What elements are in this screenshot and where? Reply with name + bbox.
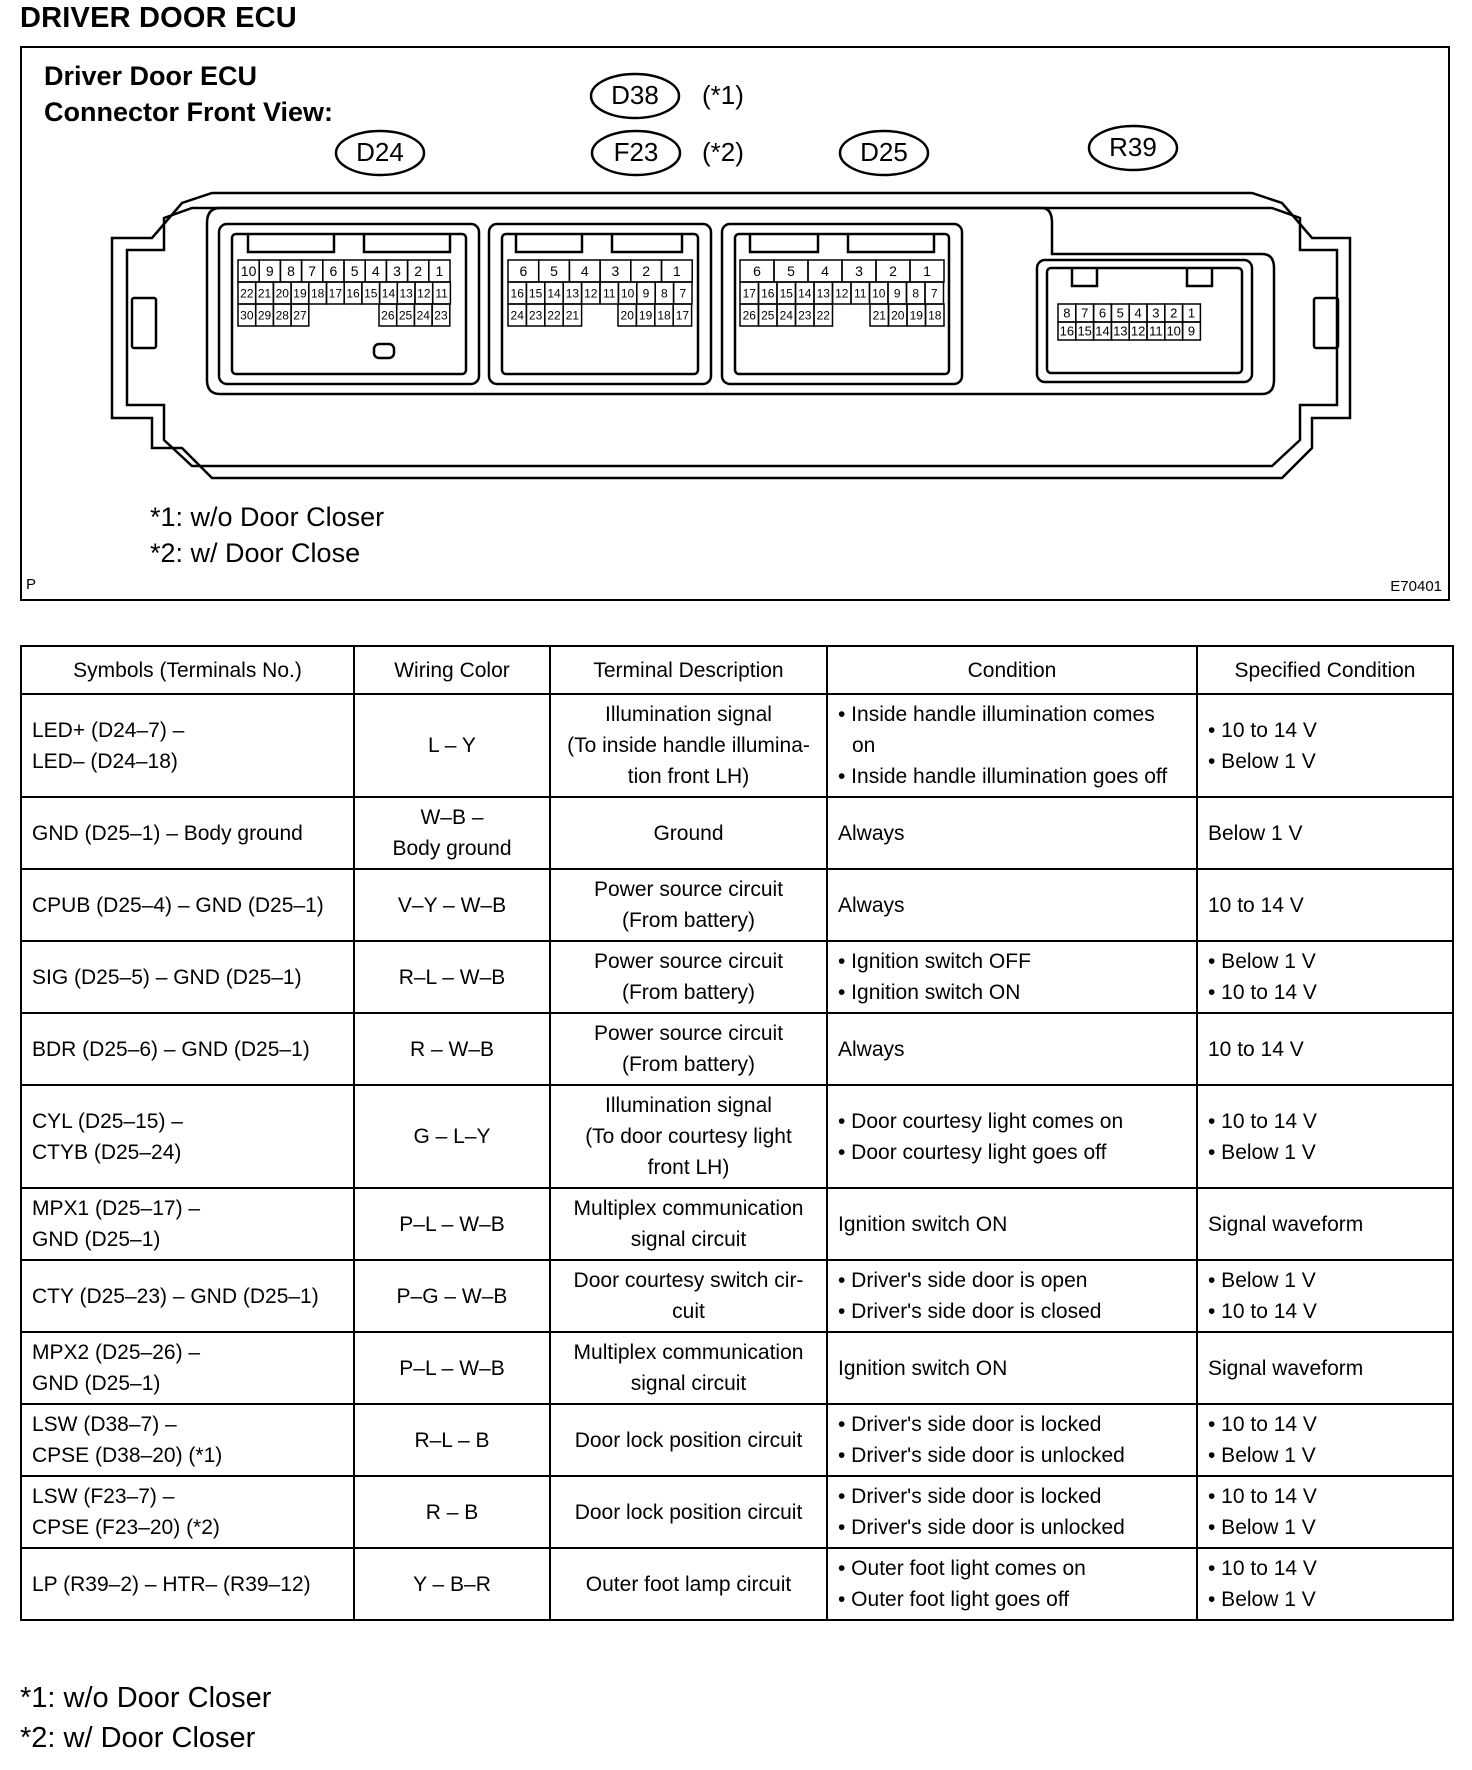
- cell-condition: [827, 941, 1197, 1013]
- table-row: [21, 869, 1453, 941]
- pin-number-d38: 24: [510, 308, 524, 323]
- cell-terminal-description-line: Multiplex communication: [573, 1341, 804, 1364]
- cell-specified-condition-line: • Below 1 V: [1208, 950, 1316, 973]
- table-row: [21, 1476, 1453, 1548]
- cell-specified-condition: [1197, 1404, 1453, 1476]
- figure-note-2: *2: w/ Door Close: [150, 538, 361, 568]
- cell-specified-condition: [1197, 1548, 1453, 1620]
- cell-condition-line: Always: [838, 1037, 905, 1061]
- cell-condition: [827, 1013, 1197, 1085]
- pin-number-r39: 1: [1187, 305, 1196, 321]
- pin-number-d25: 23: [798, 308, 812, 323]
- cell-symbol: [21, 1332, 354, 1404]
- cell-wiring-color-line: R – B: [425, 1500, 479, 1524]
- cell-terminal-description: [550, 1548, 827, 1620]
- cell-symbol: [21, 694, 354, 797]
- pin-number-d38: 15: [528, 286, 543, 301]
- pin-number-d25: 20: [891, 308, 905, 323]
- cell-condition-line: • Door courtesy light comes on: [838, 1109, 1124, 1133]
- table-row: [21, 1013, 1453, 1085]
- cell-specified-condition-line: • Below 1 V: [1208, 1269, 1316, 1292]
- pin-number-d24: 16: [346, 286, 360, 301]
- cell-condition: [827, 1085, 1197, 1188]
- pin-number-d38: 1: [672, 263, 681, 280]
- pin-number-d25: 1: [923, 263, 931, 280]
- cell-condition-line: • Door courtesy light goes off: [838, 1140, 1107, 1164]
- cell-terminal-description-line: tion front LH): [627, 765, 750, 788]
- figure-label-line1: Driver Door ECU: [44, 61, 258, 91]
- pin-number-d24: 23: [434, 308, 448, 323]
- cell-wiring-color: [354, 941, 550, 1013]
- cell-condition: [827, 869, 1197, 941]
- pin-number-d25: 7: [930, 286, 938, 301]
- pin-number-d38: 5: [550, 263, 558, 280]
- pin-number-d25: 25: [761, 308, 775, 323]
- cell-terminal-description: [550, 1085, 827, 1188]
- cell-condition-line: • Driver's side door is unlocked: [838, 1516, 1125, 1539]
- cell-symbol: [21, 1188, 354, 1260]
- pin-number-d24: 14: [381, 286, 396, 301]
- cell-wiring-color: [354, 1188, 550, 1260]
- table-row: [21, 1404, 1453, 1476]
- pin-number-d24: 21: [257, 286, 272, 301]
- cell-specified-condition-line: 10 to 14 V: [1208, 1037, 1304, 1061]
- cell-condition-line: Ignition switch ON: [838, 1356, 1008, 1380]
- pin-number-d38: 18: [657, 308, 671, 323]
- cell-specified-condition-line: • 10 to 14 V: [1208, 1557, 1317, 1580]
- footnote-2: *2: w/ Door Closer: [20, 1722, 256, 1754]
- cell-wiring-color: [354, 1013, 550, 1085]
- header-specified-condition: Specified Condition: [1197, 646, 1453, 694]
- pin-number-r39: 13: [1113, 323, 1128, 339]
- header-symbols: Symbols (Terminals No.): [21, 646, 354, 694]
- header-condition: Condition: [827, 646, 1197, 694]
- cell-condition: [827, 1260, 1197, 1332]
- cell-condition-line: • Outer foot light goes off: [838, 1588, 1070, 1611]
- cell-specified-condition-line: • 10 to 14 V: [1208, 1413, 1317, 1436]
- pin-number-d38: 22: [547, 308, 561, 323]
- cell-condition: [827, 1332, 1197, 1404]
- cell-specified-condition: [1197, 1188, 1453, 1260]
- cell-specified-condition: [1197, 869, 1453, 941]
- figure-code: E70401: [1390, 578, 1442, 595]
- table-row: [21, 1260, 1453, 1332]
- cell-terminal-description-line: signal circuit: [630, 1228, 747, 1251]
- cell-terminal-description-line: (To door courtesy light: [585, 1125, 792, 1148]
- pin-number-d24: 1: [435, 263, 444, 280]
- pin-number-d24: 18: [310, 286, 325, 301]
- table-row: [21, 1548, 1453, 1620]
- cell-specified-condition-line: • 10 to 14 V: [1208, 1485, 1317, 1508]
- cell-terminal-description: [550, 694, 827, 797]
- pin-number-d25: 6: [753, 263, 761, 280]
- table-row: [21, 797, 1453, 869]
- table-header-row: [21, 646, 1453, 694]
- cell-specified-condition-line: 10 to 14 V: [1208, 893, 1304, 917]
- pin-number-d38: 6: [519, 263, 528, 280]
- table-row: [21, 1085, 1453, 1188]
- cell-specified-condition-line: Below 1 V: [1208, 821, 1303, 845]
- pin-number-d24: 30: [240, 308, 254, 323]
- pin-number-d24: 24: [416, 308, 430, 323]
- cell-condition-line: • Driver's side door is locked: [838, 1413, 1102, 1436]
- pin-number-d25: 9: [893, 286, 901, 301]
- pin-number-d38: 3: [611, 263, 620, 280]
- cell-symbol-line: GND (D25–1): [32, 1228, 161, 1251]
- cell-condition-line: • Driver's side door is locked: [838, 1485, 1102, 1508]
- pin-number-d25: 15: [779, 286, 793, 301]
- cell-terminal-description-line: front LH): [647, 1156, 730, 1179]
- cell-symbol-line: CPSE (D38–20) (*1): [32, 1444, 223, 1467]
- cell-condition: [827, 694, 1197, 797]
- pin-number-d24: 22: [240, 286, 254, 301]
- cell-terminal-description: [550, 797, 827, 869]
- pin-number-d25: 17: [742, 286, 756, 301]
- pin-number-r39: 6: [1098, 305, 1107, 321]
- cell-terminal-description-line: signal circuit: [630, 1372, 747, 1395]
- cell-terminal-description: [550, 1332, 827, 1404]
- cell-symbol: [21, 797, 354, 869]
- cell-symbol: [21, 869, 354, 941]
- cell-wiring-color-line: R–L – W–B: [398, 965, 506, 989]
- cell-symbol-line: MPX2 (D25–26) –: [32, 1341, 201, 1364]
- cell-symbol-line: CYL (D25–15) –: [32, 1109, 183, 1133]
- cell-symbol: [21, 941, 354, 1013]
- pin-number-d24: 10: [240, 263, 257, 280]
- cell-symbol: [21, 1085, 354, 1188]
- cell-symbol: [21, 1548, 354, 1620]
- pin-number-d24: 5: [350, 263, 359, 280]
- pin-number-d25: 11: [854, 286, 867, 301]
- cell-terminal-description-line: Door lock position circuit: [574, 1500, 803, 1524]
- pin-number-d38: 11: [602, 286, 616, 301]
- header-terminal-description: Terminal Description: [550, 646, 827, 694]
- pin-number-d24: 27: [293, 308, 307, 323]
- pin-number-d24: 9: [265, 263, 274, 280]
- pin-number-d24: 7: [308, 263, 317, 280]
- cell-terminal-description-line: Power source circuit: [593, 878, 784, 901]
- pin-number-d38: 10: [620, 286, 635, 301]
- pin-number-d24: 3: [393, 263, 401, 280]
- cell-wiring-color-line: R – W–B: [409, 1037, 495, 1061]
- pin-number-d25: 18: [928, 308, 942, 323]
- pin-number-d25: 19: [909, 308, 923, 323]
- pin-number-d38: 4: [580, 263, 589, 280]
- cell-specified-condition-line: • Below 1 V: [1208, 1516, 1316, 1539]
- pin-number-r39: 10: [1166, 323, 1181, 339]
- cell-specified-condition: [1197, 1260, 1453, 1332]
- pin-number-r39: 14: [1095, 323, 1110, 339]
- pin-number-d38: 16: [510, 286, 524, 301]
- pin-number-d38: 21: [565, 308, 580, 323]
- figure-corner-left: P: [26, 576, 37, 593]
- pin-number-r39: 5: [1116, 305, 1124, 321]
- pin-number-d24: 8: [287, 263, 295, 280]
- pin-number-d38: 13: [565, 286, 580, 301]
- cell-condition: [827, 1404, 1197, 1476]
- cell-symbol-line: CPUB (D25–4) – GND (D25–1): [32, 893, 324, 917]
- pin-number-r39: 4: [1134, 305, 1142, 321]
- terminal-table: [20, 645, 1454, 1621]
- cell-terminal-description-line: (From battery): [621, 1053, 755, 1076]
- cell-terminal-description: [550, 1260, 827, 1332]
- cell-terminal-description-line: Door lock position circuit: [574, 1428, 803, 1452]
- footnote-1: *1: w/o Door Closer: [20, 1682, 272, 1714]
- cell-specified-condition-line: • 10 to 14 V: [1208, 1300, 1317, 1323]
- cell-condition-line: • Ignition switch OFF: [838, 950, 1031, 973]
- connector-note-f23: (*2): [702, 137, 744, 167]
- cell-condition-line: on: [852, 734, 876, 757]
- pin-number-d38: 17: [675, 308, 690, 323]
- cell-wiring-color-line: Y – B–R: [413, 1572, 491, 1596]
- cell-symbol: [21, 1013, 354, 1085]
- table-row: [21, 941, 1453, 1013]
- cell-terminal-description-line: Outer foot lamp circuit: [585, 1572, 792, 1596]
- pin-number-d25: 5: [787, 263, 795, 280]
- cell-specified-condition: [1197, 1332, 1453, 1404]
- pin-number-d25: 10: [872, 286, 886, 301]
- cell-condition-line: • Driver's side door is open: [838, 1269, 1088, 1292]
- pin-number-r39: 16: [1059, 323, 1075, 339]
- connector-label-d38: D38: [611, 80, 659, 110]
- cell-wiring-color: [354, 1085, 550, 1188]
- cell-condition-line: • Outer foot light comes on: [838, 1557, 1086, 1580]
- cell-wiring-color: [354, 1404, 550, 1476]
- cell-wiring-color-line: P–L – W–B: [399, 1212, 505, 1236]
- cell-symbol-line: LP (R39–2) – HTR– (R39–12): [32, 1572, 311, 1596]
- pin-number-d25: 24: [779, 308, 793, 323]
- cell-wiring-color-line: P–L – W–B: [399, 1356, 505, 1380]
- connector-label-d25: D25: [860, 137, 908, 167]
- cell-condition-line: • Driver's side door is unlocked: [838, 1444, 1125, 1467]
- cell-specified-condition-line: • 10 to 14 V: [1208, 981, 1317, 1004]
- cell-condition: [827, 1476, 1197, 1548]
- cell-symbol-line: CPSE (F23–20) (*2): [32, 1516, 220, 1539]
- pin-number-d24: 26: [381, 308, 395, 323]
- cell-wiring-color: [354, 1332, 550, 1404]
- pin-number-d38: 20: [620, 308, 634, 323]
- pin-number-r39: 3: [1152, 305, 1160, 321]
- pin-number-d24: 11: [435, 286, 448, 301]
- cell-wiring-color: [354, 1476, 550, 1548]
- page-title: DRIVER DOOR ECU: [20, 2, 297, 34]
- pin-number-d25: 13: [816, 286, 830, 301]
- cell-wiring-color-line: Body ground: [392, 837, 512, 860]
- cell-terminal-description: [550, 869, 827, 941]
- cell-symbol-line: CTYB (D25–24): [32, 1140, 182, 1164]
- cell-specified-condition: [1197, 1476, 1453, 1548]
- cell-terminal-description-line: cuit: [672, 1300, 705, 1323]
- pin-number-d25: 12: [835, 286, 849, 301]
- pin-number-d38: 23: [528, 308, 543, 323]
- cell-terminal-description: [550, 1013, 827, 1085]
- cell-symbol-line: LED– (D24–18): [32, 749, 178, 773]
- pin-number-d24: 12: [417, 286, 431, 301]
- pin-number-d24: 20: [275, 286, 289, 301]
- cell-wiring-color-line: G – L–Y: [413, 1125, 491, 1148]
- figure-note-1: *1: w/o Door Closer: [150, 502, 385, 532]
- cell-wiring-color-line: R–L – B: [414, 1428, 490, 1452]
- table-row: [21, 1332, 1453, 1404]
- pin-number-d24: 13: [399, 286, 413, 301]
- pin-number-d38: 14: [547, 286, 561, 301]
- header-wiring-color: Wiring Color: [354, 646, 550, 694]
- cell-terminal-description-line: Illumination signal: [605, 1094, 772, 1117]
- pin-number-d24: 25: [398, 308, 413, 323]
- cell-symbol-line: LSW (D38–7) –: [32, 1413, 177, 1436]
- cell-condition-line: Always: [838, 821, 905, 845]
- pin-grids: [238, 260, 1200, 340]
- pin-number-d24: 6: [329, 263, 338, 280]
- cell-terminal-description-line: Power source circuit: [593, 950, 784, 973]
- cell-specified-condition-line: • Below 1 V: [1208, 749, 1316, 773]
- cell-terminal-description-line: Power source circuit: [593, 1022, 784, 1045]
- pin-number-d25: 26: [742, 308, 756, 323]
- cell-symbol-line: LED+ (D24–7) –: [32, 718, 185, 742]
- cell-terminal-description: [550, 1188, 827, 1260]
- pin-number-d24: 17: [328, 286, 343, 301]
- cell-terminal-description-line: Illumination signal: [605, 703, 772, 726]
- cell-wiring-color: [354, 694, 550, 797]
- pin-number-d38: 8: [661, 286, 668, 301]
- pin-number-d38: 2: [642, 263, 651, 280]
- cell-symbol-line: GND (D25–1): [32, 1372, 161, 1395]
- cell-specified-condition: [1197, 941, 1453, 1013]
- cell-symbol-line: CTY (D25–23) – GND (D25–1): [32, 1284, 319, 1308]
- figure-label-line2: Connector Front View:: [44, 97, 334, 127]
- cell-wiring-color: [354, 1548, 550, 1620]
- cell-condition-line: • Inside handle illumination comes: [838, 703, 1155, 726]
- cell-wiring-color: [354, 797, 550, 869]
- cell-terminal-description-line: Multiplex communication: [573, 1197, 804, 1220]
- cell-specified-condition: [1197, 1085, 1453, 1188]
- pin-number-d25: 3: [855, 263, 863, 280]
- pin-number-d38: 9: [642, 286, 650, 301]
- pin-number-r39: 11: [1149, 323, 1163, 339]
- cell-terminal-description-line: (From battery): [621, 909, 755, 932]
- cell-symbol: [21, 1404, 354, 1476]
- cell-condition: [827, 1188, 1197, 1260]
- cell-terminal-description: [550, 1404, 827, 1476]
- pin-number-d25: 22: [816, 308, 830, 323]
- cell-specified-condition-line: • Below 1 V: [1208, 1444, 1316, 1467]
- cell-symbol-line: BDR (D25–6) – GND (D25–1): [32, 1037, 310, 1061]
- cell-condition-line: • Ignition switch ON: [838, 981, 1021, 1004]
- cell-specified-condition-line: • 10 to 14 V: [1208, 718, 1317, 742]
- cell-terminal-description-line: (From battery): [621, 981, 755, 1004]
- cell-specified-condition-line: Signal waveform: [1208, 1356, 1364, 1380]
- table-row: [21, 694, 1453, 797]
- cell-terminal-description-line: Door courtesy switch cir-: [573, 1269, 804, 1292]
- pin-number-r39: 8: [1063, 305, 1071, 321]
- cell-wiring-color-line: W–B –: [420, 806, 484, 829]
- pin-number-d24: 19: [293, 286, 307, 301]
- cell-symbol-line: MPX1 (D25–17) –: [32, 1197, 201, 1220]
- cell-symbol: [21, 1260, 354, 1332]
- cell-specified-condition: [1197, 797, 1453, 869]
- cell-terminal-description-line: (To inside handle illumina-: [567, 734, 810, 757]
- cell-specified-condition: [1197, 1013, 1453, 1085]
- pin-number-d38: 7: [679, 286, 687, 301]
- pin-number-d24: 2: [414, 263, 423, 280]
- cell-symbol-line: LSW (F23–7) –: [32, 1485, 175, 1508]
- cell-symbol-line: SIG (D25–5) – GND (D25–1): [32, 965, 302, 989]
- pin-number-r39: 2: [1170, 305, 1178, 321]
- connector-label-f23: F23: [613, 137, 659, 167]
- pin-number-d25: 4: [821, 263, 829, 280]
- pin-number-r39: 9: [1187, 323, 1196, 339]
- cell-condition: [827, 1548, 1197, 1620]
- pin-number-r39: 15: [1077, 323, 1092, 339]
- cell-wiring-color: [354, 869, 550, 941]
- cell-wiring-color-line: V–Y – W–B: [397, 893, 507, 917]
- pin-number-d38: 12: [584, 286, 598, 301]
- pin-number-d25: 14: [798, 286, 812, 301]
- cell-terminal-description: [550, 941, 827, 1013]
- cell-terminal-description-line: Ground: [653, 821, 724, 845]
- cell-specified-condition-line: • Below 1 V: [1208, 1140, 1316, 1164]
- pin-number-d38: 19: [638, 308, 653, 323]
- cell-condition: [827, 797, 1197, 869]
- cell-wiring-color: [354, 1260, 550, 1332]
- connector-label-d24: D24: [356, 137, 404, 167]
- cell-specified-condition-line: • 10 to 14 V: [1208, 1109, 1317, 1133]
- pin-number-d25: 8: [912, 286, 920, 301]
- connector-figure: [20, 46, 1450, 601]
- cell-condition-line: • Inside handle illumination goes off: [838, 765, 1168, 788]
- cell-symbol: [21, 1476, 354, 1548]
- cell-terminal-description: [550, 1476, 827, 1548]
- cell-specified-condition-line: Signal waveform: [1208, 1212, 1364, 1236]
- cell-condition-line: Always: [838, 893, 905, 917]
- cell-specified-condition-line: • Below 1 V: [1208, 1588, 1316, 1611]
- pin-number-d24: 29: [257, 308, 272, 323]
- pin-number-d25: 2: [889, 263, 897, 280]
- cell-wiring-color-line: P–G – W–B: [396, 1284, 508, 1308]
- pin-number-d24: 28: [275, 308, 289, 323]
- pin-number-r39: 12: [1130, 323, 1146, 339]
- connector-label-r39: R39: [1109, 132, 1157, 162]
- table-row: [21, 1188, 1453, 1260]
- pin-number-d24: 4: [371, 263, 380, 280]
- cell-symbol-line: GND (D25–1) – Body ground: [32, 821, 303, 845]
- pin-number-d25: 16: [761, 286, 775, 301]
- pin-number-d24: 15: [364, 286, 378, 301]
- pin-number-r39: 7: [1081, 305, 1089, 321]
- pin-number-d25: 21: [872, 308, 886, 323]
- cell-specified-condition: [1197, 694, 1453, 797]
- cell-condition-line: • Driver's side door is closed: [838, 1300, 1102, 1323]
- cell-condition-line: Ignition switch ON: [838, 1212, 1008, 1236]
- cell-wiring-color-line: L – Y: [428, 734, 476, 757]
- connector-note-d38: (*1): [702, 80, 744, 110]
